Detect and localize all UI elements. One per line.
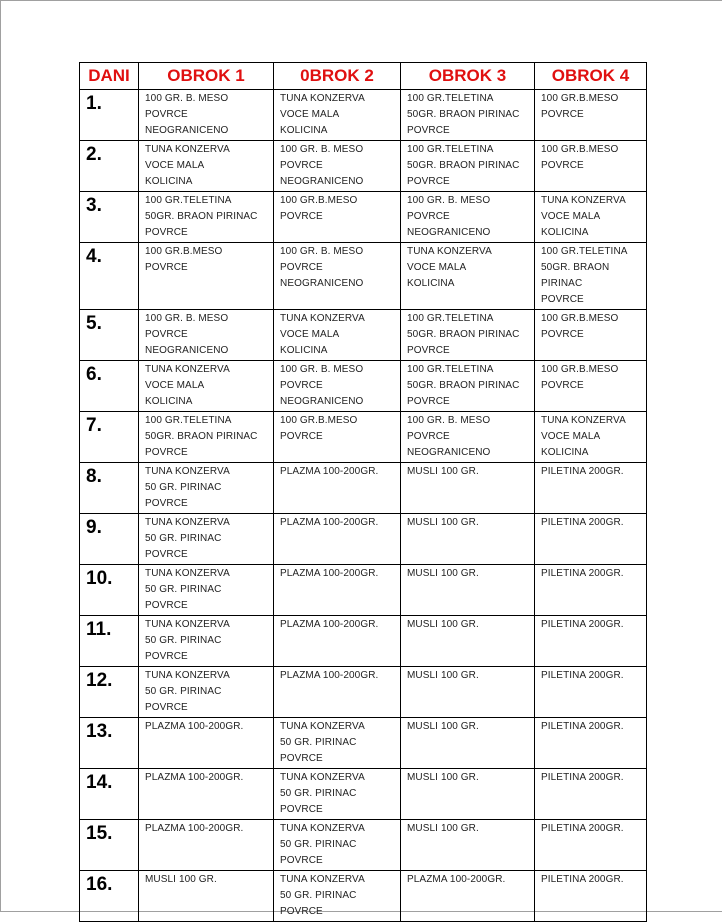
meal-cell-obrok-1: TUNA KONZERVA 50 GR. PIRINAC POVRCE	[139, 565, 274, 616]
meal-cell-obrok-3: 100 GR. B. MESO POVRCE NEOGRANICENO	[401, 192, 535, 243]
day-number: 5.	[80, 310, 139, 361]
meal-cell-obrok-4: TUNA KONZERVA VOCE MALA KOLICINA	[535, 412, 647, 463]
table-row	[80, 667, 647, 718]
meal-cell-obrok-4: 100 GR.B.MESO POVRCE	[535, 310, 647, 361]
day-number: 14.	[80, 769, 139, 820]
day-number: 15.	[80, 820, 139, 871]
day-number: 7.	[80, 412, 139, 463]
meal-cell-obrok-3: PLAZMA 100-200GR.	[401, 871, 535, 922]
meal-plan-table	[79, 62, 647, 922]
meal-cell-obrok-1: 100 GR.TELETINA 50GR. BRAON PIRINAC POVRCE	[139, 192, 274, 243]
meal-cell-obrok-2: TUNA KONZERVA VOCE MALA KOLICINA	[274, 90, 401, 141]
meal-cell-obrok-2: 100 GR. B. MESO POVRCE NEOGRANICENO	[274, 361, 401, 412]
table-row	[80, 769, 647, 820]
day-number: 9.	[80, 514, 139, 565]
meal-cell-obrok-2: TUNA KONZERVA 50 GR. PIRINAC POVRCE	[274, 718, 401, 769]
meal-cell-obrok-3: TUNA KONZERVA VOCE MALA KOLICINA	[401, 243, 535, 310]
meal-cell-obrok-4: PILETINA 200GR.	[535, 514, 647, 565]
meal-cell-obrok-2: PLAZMA 100-200GR.	[274, 514, 401, 565]
meal-cell-obrok-1: TUNA KONZERVA VOCE MALA KOLICINA	[139, 361, 274, 412]
meal-cell-obrok-3: 100 GR. B. MESO POVRCE NEOGRANICENO	[401, 412, 535, 463]
meal-cell-obrok-3: 100 GR.TELETINA 50GR. BRAON PIRINAC POVRCE	[401, 310, 535, 361]
meal-cell-obrok-4: PILETINA 200GR.	[535, 871, 647, 922]
meal-cell-obrok-1: PLAZMA 100-200GR.	[139, 769, 274, 820]
meal-cell-obrok-1: TUNA KONZERVA 50 GR. PIRINAC POVRCE	[139, 514, 274, 565]
meal-cell-obrok-1: TUNA KONZERVA 50 GR. PIRINAC POVRCE	[139, 616, 274, 667]
day-number: 6.	[80, 361, 139, 412]
meal-cell-obrok-4: PILETINA 200GR.	[535, 667, 647, 718]
meal-cell-obrok-2: PLAZMA 100-200GR.	[274, 667, 401, 718]
meal-cell-obrok-3: MUSLI 100 GR.	[401, 616, 535, 667]
header-dani: DANI	[80, 63, 139, 90]
header-obrok-1: OBROK 1	[139, 63, 274, 90]
meal-cell-obrok-3: MUSLI 100 GR.	[401, 667, 535, 718]
meal-cell-obrok-1: TUNA KONZERVA 50 GR. PIRINAC POVRCE	[139, 463, 274, 514]
table-row	[80, 565, 647, 616]
meal-cell-obrok-1: PLAZMA 100-200GR.	[139, 820, 274, 871]
day-number: 1.	[80, 90, 139, 141]
meal-cell-obrok-3: MUSLI 100 GR.	[401, 820, 535, 871]
meal-cell-obrok-4: 100 GR.B.MESO POVRCE	[535, 141, 647, 192]
table-row	[80, 718, 647, 769]
header-obrok-3: OBROK 3	[401, 63, 535, 90]
day-number: 4.	[80, 243, 139, 310]
meal-cell-obrok-1: PLAZMA 100-200GR.	[139, 718, 274, 769]
meal-cell-obrok-4: PILETINA 200GR.	[535, 769, 647, 820]
meal-cell-obrok-3: MUSLI 100 GR.	[401, 463, 535, 514]
meal-cell-obrok-1: TUNA KONZERVA VOCE MALA KOLICINA	[139, 141, 274, 192]
meal-cell-obrok-4: PILETINA 200GR.	[535, 820, 647, 871]
meal-cell-obrok-4: PILETINA 200GR.	[535, 463, 647, 514]
meal-cell-obrok-3: MUSLI 100 GR.	[401, 718, 535, 769]
meal-cell-obrok-3: 100 GR.TELETINA 50GR. BRAON PIRINAC POVRCE	[401, 361, 535, 412]
meal-cell-obrok-3: MUSLI 100 GR.	[401, 514, 535, 565]
day-number: 11.	[80, 616, 139, 667]
table-row	[80, 616, 647, 667]
day-number: 10.	[80, 565, 139, 616]
meal-cell-obrok-2: TUNA KONZERVA 50 GR. PIRINAC POVRCE	[274, 820, 401, 871]
meal-cell-obrok-4: PILETINA 200GR.	[535, 718, 647, 769]
day-number: 3.	[80, 192, 139, 243]
day-number: 13.	[80, 718, 139, 769]
meal-cell-obrok-4: 100 GR.B.MESO POVRCE	[535, 361, 647, 412]
meal-cell-obrok-1: 100 GR. B. MESO POVRCE NEOGRANICENO	[139, 310, 274, 361]
meal-cell-obrok-2: PLAZMA 100-200GR.	[274, 463, 401, 514]
meal-cell-obrok-2: PLAZMA 100-200GR.	[274, 616, 401, 667]
meal-cell-obrok-4: PILETINA 200GR.	[535, 565, 647, 616]
table-row	[80, 310, 647, 361]
table-row	[80, 361, 647, 412]
table-row	[80, 412, 647, 463]
day-number: 16.	[80, 871, 139, 922]
header-obrok-2: 0BROK 2	[274, 63, 401, 90]
meal-cell-obrok-4: TUNA KONZERVA VOCE MALA KOLICINA	[535, 192, 647, 243]
meal-cell-obrok-2: PLAZMA 100-200GR.	[274, 565, 401, 616]
meal-cell-obrok-1: 100 GR. B. MESO POVRCE NEOGRANICENO	[139, 90, 274, 141]
meal-cell-obrok-3: 100 GR.TELETINA 50GR. BRAON PIRINAC POVRCE	[401, 141, 535, 192]
meal-cell-obrok-4: 100 GR.TELETINA 50GR. BRAON PIRINAC POVRCE	[535, 243, 647, 310]
table-row	[80, 820, 647, 871]
header-row	[80, 63, 647, 90]
meal-cell-obrok-2: 100 GR. B. MESO POVRCE NEOGRANICENO	[274, 141, 401, 192]
meal-cell-obrok-3: 100 GR.TELETINA 50GR. BRAON PIRINAC POVRCE	[401, 90, 535, 141]
header-obrok-4: OBROK 4	[535, 63, 647, 90]
meal-cell-obrok-2: 100 GR.B.MESO POVRCE	[274, 192, 401, 243]
meal-cell-obrok-1: 100 GR.TELETINA 50GR. BRAON PIRINAC POVRCE	[139, 412, 274, 463]
meal-cell-obrok-2: TUNA KONZERVA 50 GR. PIRINAC POVRCE	[274, 871, 401, 922]
meal-cell-obrok-1: 100 GR.B.MESO POVRCE	[139, 243, 274, 310]
meal-cell-obrok-1: MUSLI 100 GR.	[139, 871, 274, 922]
meal-cell-obrok-2: TUNA KONZERVA 50 GR. PIRINAC POVRCE	[274, 769, 401, 820]
day-number: 2.	[80, 141, 139, 192]
day-number: 8.	[80, 463, 139, 514]
meal-cell-obrok-2: 100 GR.B.MESO POVRCE	[274, 412, 401, 463]
meal-cell-obrok-3: MUSLI 100 GR.	[401, 565, 535, 616]
meal-cell-obrok-2: TUNA KONZERVA VOCE MALA KOLICINA	[274, 310, 401, 361]
table-row	[80, 141, 647, 192]
meal-plan-body	[80, 90, 647, 922]
table-row	[80, 463, 647, 514]
table-row	[80, 243, 647, 310]
meal-cell-obrok-4: 100 GR.B.MESO POVRCE	[535, 90, 647, 141]
meal-cell-obrok-3: MUSLI 100 GR.	[401, 769, 535, 820]
table-row	[80, 514, 647, 565]
table-row	[80, 871, 647, 922]
meal-cell-obrok-2: 100 GR. B. MESO POVRCE NEOGRANICENO	[274, 243, 401, 310]
meal-cell-obrok-4: PILETINA 200GR.	[535, 616, 647, 667]
day-number: 12.	[80, 667, 139, 718]
meal-cell-obrok-1: TUNA KONZERVA 50 GR. PIRINAC POVRCE	[139, 667, 274, 718]
table-row	[80, 90, 647, 141]
table-row	[80, 192, 647, 243]
